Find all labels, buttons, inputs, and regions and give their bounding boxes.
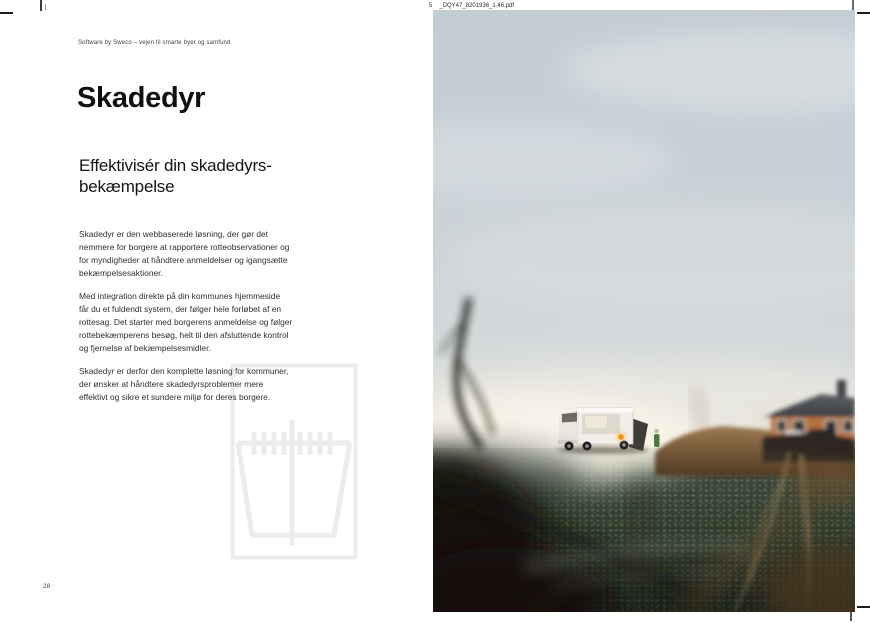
body-line: for myndigheder at håndtere anmeldelser og igangsætte — [79, 255, 288, 265]
subtitle-line-1: Effektivisér din skadedyrs- — [79, 156, 272, 175]
crop-mark-bottom-right-horizontal — [857, 606, 870, 608]
body-line: og fjernelse af bekæmpelsesmidler. — [79, 343, 211, 353]
body-line: Med integration direkte på din kommunes hjemmeside — [79, 291, 281, 301]
photo-scene — [433, 10, 855, 612]
body-copy — [79, 228, 292, 414]
crop-mark-top-right-horizontal — [857, 12, 870, 14]
body-line: får du et fuldendt system, der følger hele forløbet af en — [79, 304, 282, 314]
body-paragraph-2 — [79, 290, 292, 355]
crop-mark-top-left-vertical — [40, 0, 42, 11]
body-line: rottebekæmperens besøg, helt til den afsluttende kontrol — [79, 330, 289, 340]
kicker: Software by Sweco – vejen til smarte byer og samfund — [78, 40, 231, 46]
pdf-filename-label — [429, 2, 514, 10]
body-line: nemmere for borgere at rapportere rotteobservationer og — [79, 242, 290, 252]
crop-mark-top-left-horizontal — [0, 12, 13, 14]
page-indicator: 5 — [429, 3, 433, 9]
photo-landscape — [433, 10, 855, 612]
body-line: der ønsker at håndtere skadedyrsproblemer mere — [79, 379, 264, 389]
body-line: rottesag. Det starter med borgerens anmeldelse og følger — [79, 317, 293, 327]
crop-mark-bottom-right-vertical — [850, 611, 852, 621]
page-title: Skadedyr — [77, 82, 206, 114]
body-line: Skadedyr er derfor den komplette løsning for kommuner, — [79, 366, 289, 376]
body-line: Skadedyr er den webbaserede løsning, der gør det — [79, 229, 269, 239]
body-line: effektivt og sikre et sundere miljø for deres borgere. — [79, 392, 271, 402]
body-paragraph-3 — [79, 365, 292, 404]
crop-mark-top-left-vertical-2 — [45, 4, 46, 10]
filename-text: _DQY47_8201936_1.46.pdf — [439, 3, 515, 9]
page-number: 28 — [43, 583, 51, 590]
body-paragraph-1 — [79, 228, 292, 280]
body-line: bekæmpelsesaktioner. — [79, 268, 163, 278]
section-subtitle — [79, 155, 272, 197]
subtitle-line-2: bekæmpelse — [79, 177, 175, 196]
